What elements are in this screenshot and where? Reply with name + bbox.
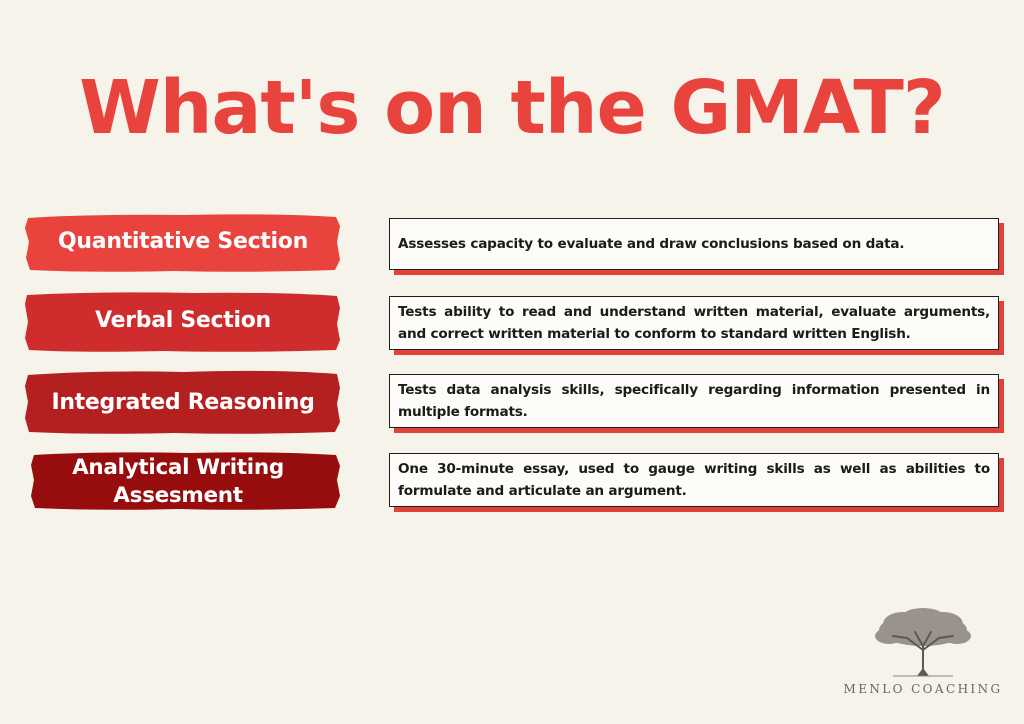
section-description-box: [389, 218, 999, 270]
section-label: Analytical Writing Assesment: [72, 455, 284, 508]
page-title: What's on the GMAT?: [79, 65, 945, 151]
oak-tree-icon: [873, 606, 973, 678]
menlo-coaching-logo: [838, 606, 1008, 706]
section-description-box: [389, 374, 999, 428]
section-description-box: [389, 453, 999, 507]
section-label-badge: [24, 368, 342, 436]
logo-text: MENLO COACHING: [843, 682, 1003, 696]
section-description: Tests data analysis skills, specifically regarding information presented in multiple formats.: [398, 382, 990, 420]
section-description-box: [389, 296, 999, 350]
section-description: Tests ability to read and understand written material, evaluate arguments, and correct written material to conform to standard written English.: [398, 304, 990, 342]
section-description: Assesses capacity to evaluate and draw conclusions based on data.: [398, 236, 905, 252]
section-label-badge: [24, 212, 342, 274]
section-label: Quantitative Section: [58, 229, 308, 254]
section-description: One 30-minute essay, used to gauge writing skills as well as abilities to formulate and articulate an argument.: [398, 461, 990, 499]
section-label: Integrated Reasoning: [51, 390, 315, 415]
section-label: Verbal Section: [95, 308, 271, 333]
section-label-badge: [30, 450, 342, 512]
section-label-badge: [24, 290, 342, 354]
